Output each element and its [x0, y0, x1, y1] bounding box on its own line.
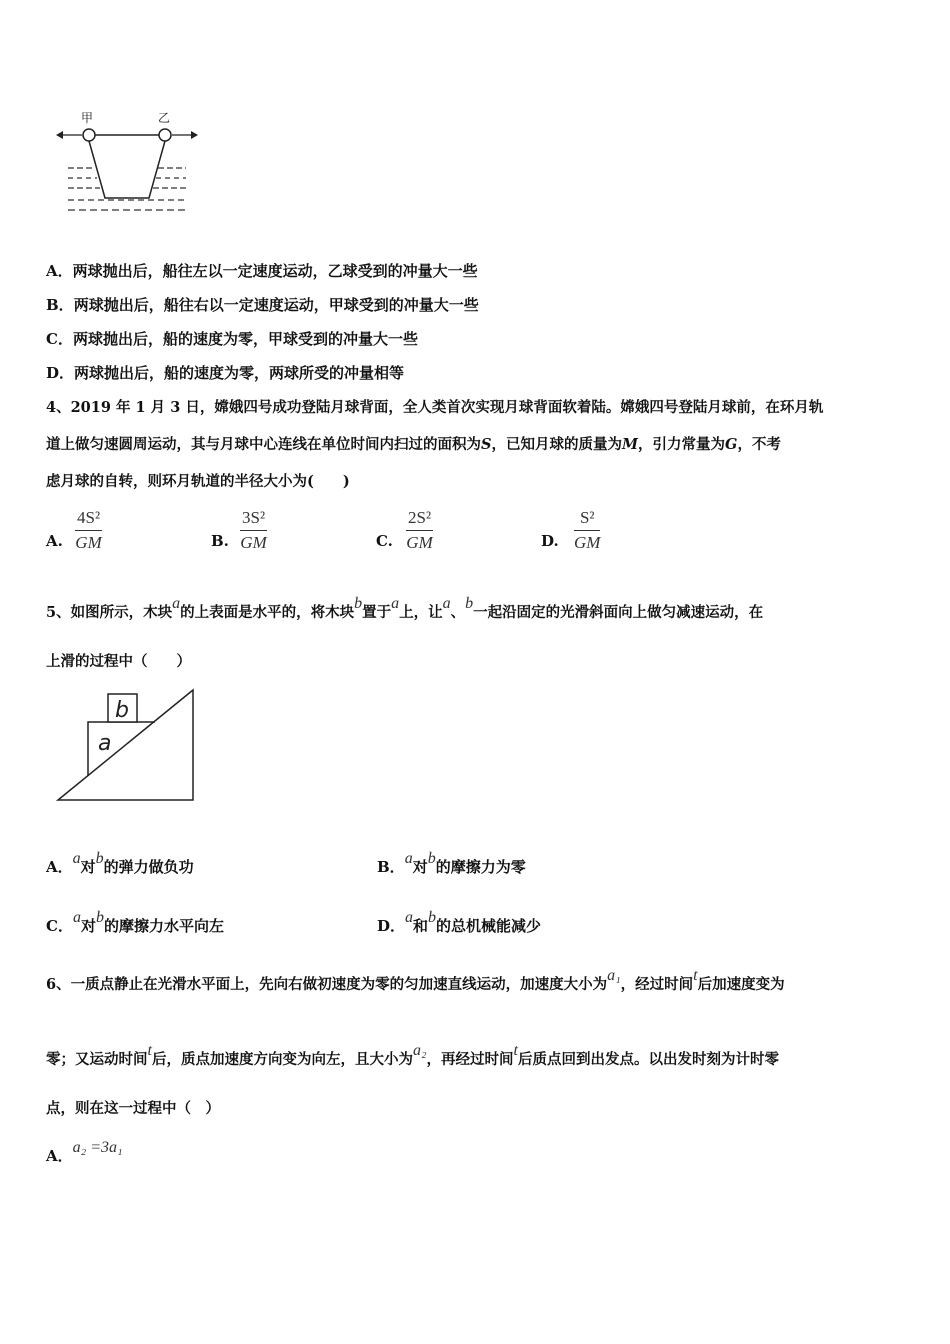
q4-option-a-fraction: $\frac{\text{4S²}}{GM}$	[75, 508, 102, 552]
q6-stem-line3: 点，则在这一过程中（ ）	[46, 1100, 220, 1117]
boat-hull	[89, 141, 165, 198]
q4-stem-line3: 虑月球的自转，则环月轨道的半径大小为( )	[46, 473, 350, 490]
q5-option-b: B．a对b的摩擦力为零	[377, 850, 526, 876]
block-a-label: a	[98, 731, 112, 756]
q6-stem-line1: 6、一质点静止在光滑水平面上，先向右做初速度为零的匀加速直线运动，加速度大小为a₁，经过时间t后加速度变为	[46, 967, 785, 993]
ball-jia	[83, 129, 95, 141]
q3-option-c: C．两球抛出后，船的速度为零，甲球受到的冲量大一些	[46, 330, 418, 348]
q5-option-c: C．a对b的摩擦力水平向左	[46, 909, 224, 935]
q4-stem-line1: 4、2019 年 1 月 3 日，嫦娥四号成功登陆月球背面，全人类首次实现月球背面软着陆。嫦娥四号登陆月球前，在环月轨	[46, 399, 824, 416]
right-arrowhead	[191, 131, 198, 139]
ball-yi	[159, 129, 171, 141]
figure-label-yi: 乙	[158, 111, 171, 125]
block-b-label: b	[115, 698, 129, 723]
q4-option-b-label: B.	[211, 532, 229, 550]
q3-option-d: D．两球抛出后，船的速度为零，两球所受的冲量相等	[46, 364, 405, 382]
q5-stem-line2: 上滑的过程中（ ）	[46, 653, 191, 670]
q4-option-c-label: C.	[376, 532, 393, 550]
q6-stem-line2: 零；又运动时间t后，质点加速度方向变为向左，且大小为a₂，再经过时间t后质点回到出发点。以出发时刻为计时零	[46, 1042, 779, 1068]
figure-label-jia: 甲	[81, 111, 94, 125]
left-arrowhead	[56, 131, 63, 139]
q6-option-a: A．a₂ =3a₁	[46, 1139, 123, 1165]
q4-option-d-fraction: $\frac{\text{S²}}{GM}$	[574, 508, 601, 552]
q5-stem-line1: 5、如图所示，木块a的上表面是水平的，将木块b置于a上，让a、b一起沿固定的光滑斜面向上做匀减速运动，在	[46, 595, 764, 621]
q4-option-c-fraction: $\frac{\text{2S²}}{GM}$	[406, 508, 433, 552]
boat-figure	[50, 108, 210, 218]
q4-option-b-fraction: $\frac{\text{3S²}}{GM}$	[240, 508, 267, 552]
q3-option-a: A．两球抛出后，船往左以一定速度运动，乙球受到的冲量大一些	[46, 262, 478, 280]
q4-stem-line2: 道上做匀速圆周运动，其与月球中心连线在单位时间内扫过的面积为S，已知月球的质量为M，引力常量为G，不考	[46, 436, 781, 453]
water-lines	[68, 168, 186, 210]
q5-option-a: A．a对b的弹力做负功	[46, 850, 194, 876]
q4-option-d-label: D.	[541, 532, 559, 550]
incline-figure	[52, 684, 202, 806]
q3-option-b: B．两球抛出后，船往右以一定速度运动，甲球受到的冲量大一些	[46, 296, 479, 314]
q4-option-a-label: A.	[46, 532, 63, 550]
q5-option-d: D．a和b的总机械能减少	[377, 909, 542, 935]
